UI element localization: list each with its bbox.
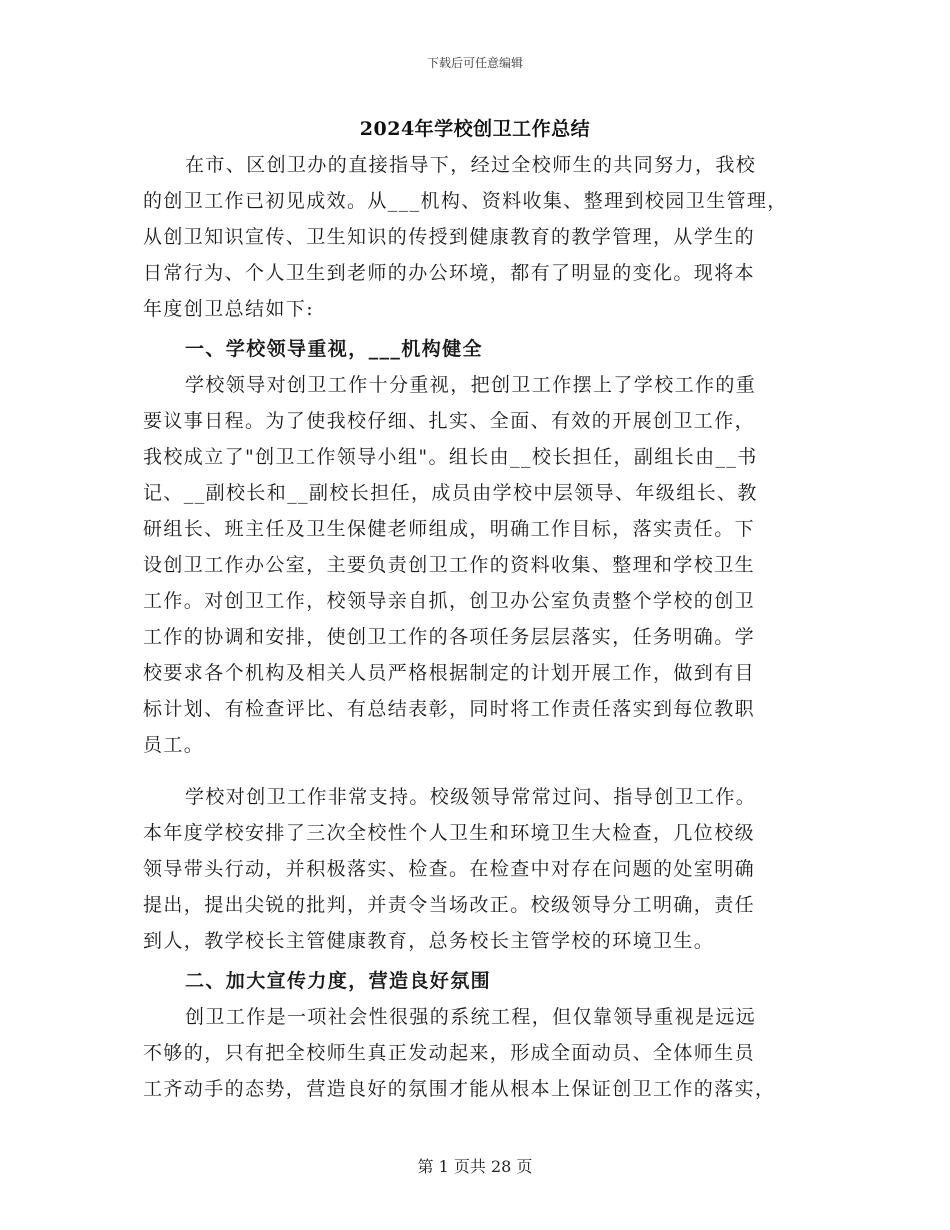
- paragraph-line: 领导带头行动，并积极落实、检查。在检查中对存在问题的处室明确: [143, 858, 756, 880]
- section-heading: 二、加大宣传力度，营造良好氛围: [185, 970, 492, 992]
- paragraph-line: 创卫工作是一项社会性很强的系统工程，但仅靠领导重视是远远: [185, 1006, 757, 1028]
- paragraph-line: 校要求各个机构及相关人员严格根据制定的计划开展工作，做到有目: [143, 662, 756, 684]
- paragraph-line: 在市、区创卫办的直接指导下，经过全校师生的共同努力，我校: [185, 154, 757, 176]
- paragraph-line: 工作的协调和安排，使创卫工作的各项任务层层落实，任务明确。学: [143, 626, 756, 648]
- paragraph-line: 标计划、有检查评比、有总结表彰，同时将工作责任落实到每位教职: [143, 698, 756, 720]
- paragraph-line: 从创卫知识宣传、卫生知识的传授到健康教育的教学管理，从学生的: [143, 226, 756, 248]
- paragraph-line: 的创卫工作已初见成效。从___机构、资料收集、整理到校园卫生管理，: [143, 190, 788, 212]
- paragraph-line: 年度创卫总结如下:: [143, 298, 315, 320]
- paragraph-line: 本年度学校安排了三次全校性个人卫生和环境卫生大检查，几位校级: [143, 822, 756, 844]
- paragraph-line: 记、__副校长和__副校长担任，成员由学校中层领导、年级组长、教: [143, 482, 758, 504]
- document-title: 2024年学校创卫工作总结: [359, 118, 591, 140]
- header-note: 下载后可任意编辑: [426, 56, 523, 70]
- paragraph-line: 设创卫工作办公室，主要负责创卫工作的资料收集、整理和学校卫生: [143, 554, 756, 576]
- paragraph-line: 不够的，只有把全校师生真正发动起来，形成全面动员、全体师生员: [143, 1042, 756, 1064]
- paragraph-line: 工齐动手的态势，营造良好的氛围才能从根本上保证创卫工作的落实，: [143, 1078, 776, 1100]
- paragraph-line: 研组长、班主任及卫生保健老师组成，明确工作目标，落实责任。下: [143, 518, 756, 540]
- paragraph-line: 要议事日程。为了使我校仔细、扎实、全面、有效的开展创卫工作，: [143, 410, 756, 432]
- paragraph-line: 提出，提出尖锐的批判，并责令当场改正。校级领导分工明确，责任: [143, 894, 756, 916]
- paragraph-line: 学校领导对创卫工作十分重视，把创卫工作摆上了学校工作的重: [185, 374, 757, 396]
- paragraph-line: 日常行为、个人卫生到老师的办公环境，都有了明显的变化。现将本: [143, 262, 756, 284]
- paragraph-line: 我校成立了"创卫工作领导小组"。组长由__校长担任，副组长由__书: [143, 446, 758, 468]
- paragraph-line: 工作。对创卫工作，校领导亲自抓，创卫办公室负责整个学校的创卫: [143, 590, 756, 612]
- page-footer: 第 1 页共 28 页: [417, 1157, 533, 1176]
- paragraph-line: 学校对创卫工作非常支持。校级领导常常过问、指导创卫工作。: [185, 786, 757, 808]
- section-heading: 一、学校领导重视，___机构健全: [185, 338, 483, 360]
- paragraph-line: 员工。: [143, 734, 205, 756]
- paragraph-line: 到人，教学校长主管健康教育，总务校长主管学校的环境卫生。: [143, 930, 715, 952]
